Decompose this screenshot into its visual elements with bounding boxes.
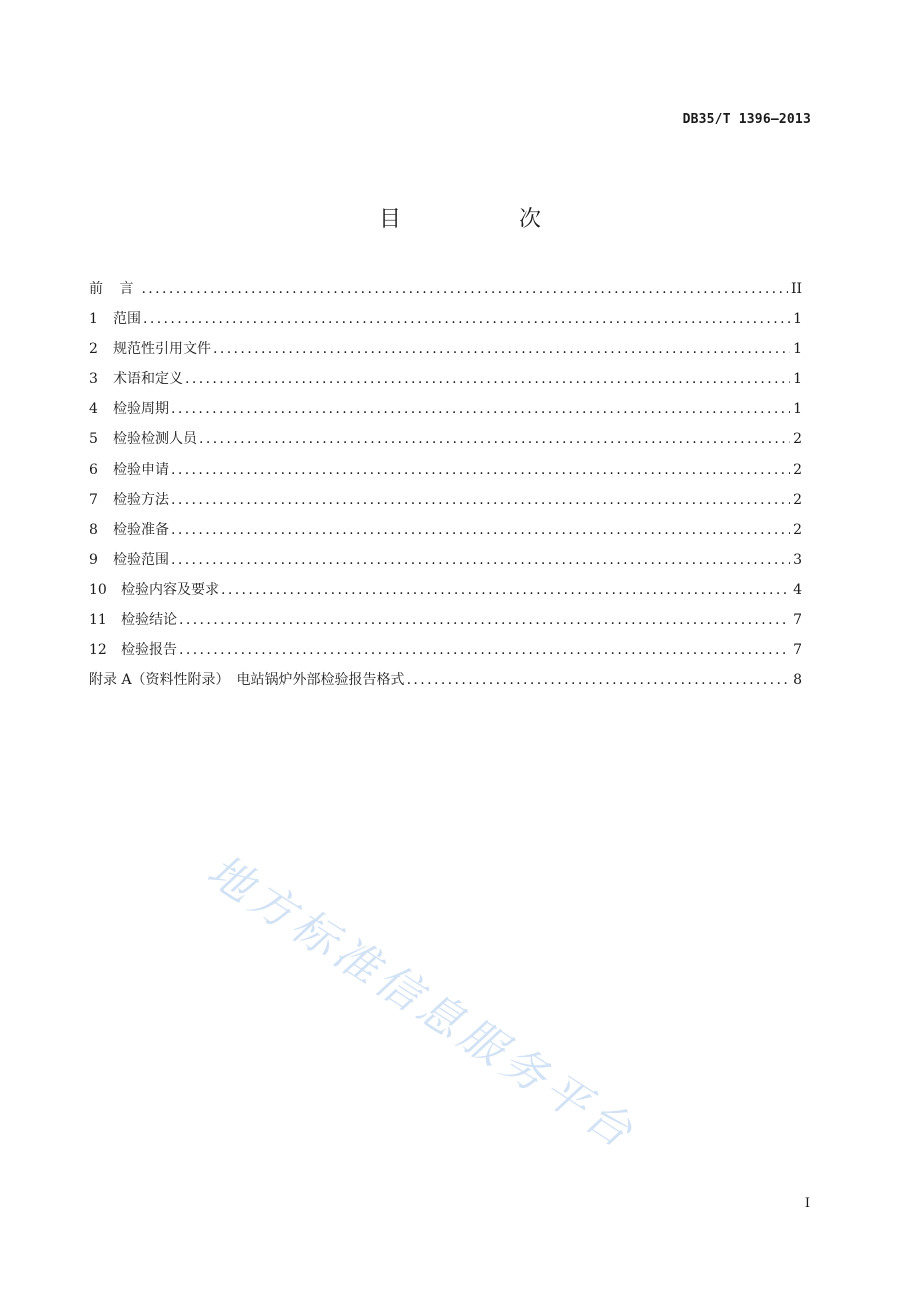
toc-entry[interactable] [89,639,802,669]
toc-entry-page: 2 [793,431,802,448]
toc-entry-number: 9 [89,551,98,568]
toc-entry[interactable] [89,398,802,428]
toc-entry-page: 7 [793,612,802,629]
toc-entry[interactable] [89,669,802,699]
toc-entry-label: 检验准备 [113,521,169,538]
toc-entry[interactable] [89,338,802,368]
toc-entry-page: 3 [793,551,802,568]
toc-entry-label: 检验结论 [121,612,177,629]
toc-entry-label: 范围 [113,311,141,328]
toc-dot-leader [141,278,787,300]
toc-entry[interactable] [89,308,802,338]
toc-entry-number: 12 [89,642,107,659]
toc-dot-leader [213,338,790,360]
toc-entry-label: 术语和定义 [113,371,183,388]
toc-entry-number: 5 [89,431,98,448]
toc-entry-number: 3 [89,371,98,388]
toc-entry-page: 7 [793,642,802,659]
toc-entry-label: 检验检测人员 [113,431,197,448]
toc-entry-label: 前 言 [89,281,140,297]
toc-entry[interactable] [89,459,802,489]
toc-entry[interactable] [89,278,802,308]
toc-entry-number: 1 [89,311,98,328]
toc-entry-number: 7 [89,491,98,508]
toc-entry-label: 检验申请 [113,461,169,478]
toc-entry-label: 检验周期 [113,401,169,418]
toc-entry-number: 6 [89,461,98,478]
toc-entry-page: 2 [793,461,802,478]
toc-dot-leader [179,609,790,631]
toc-dot-leader [407,669,791,691]
toc-dot-leader [171,519,790,541]
toc-entry-label: 检验范围 [113,551,169,568]
toc-entry-label: 规范性引用文件 [113,341,211,358]
toc-entry-page: 1 [793,341,802,358]
toc-entry[interactable] [89,549,802,579]
toc-dot-leader [221,579,790,601]
toc-entry-label: 附录 A（资料性附录） 电站锅炉外部检验报告格式 [89,672,405,689]
toc-dot-leader [171,398,790,420]
toc-dot-leader [179,639,790,661]
toc-entry-number: 11 [89,612,107,629]
toc-entry-page: 1 [793,371,802,388]
toc-entry-page: 4 [793,581,802,598]
watermark: 地方标准信息服务平台 [198,845,646,1161]
toc-dot-leader [143,308,790,330]
toc-entry-page: 2 [793,521,802,538]
toc-entry[interactable] [89,519,802,549]
toc-dot-leader [171,549,790,571]
toc-entry-label: 检验报告 [121,642,177,659]
toc-entry[interactable] [89,609,802,639]
toc-dot-leader [171,489,790,511]
toc-entry-page: 2 [793,491,802,508]
page-title: 目 次 [378,207,589,232]
toc-dot-leader [185,368,790,390]
toc-entry-label: 检验内容及要求 [121,581,219,598]
document-code: DB35/T 1396—2013 [682,112,811,127]
toc-entry-page: II [790,281,802,297]
toc-entry-number: 8 [89,521,98,538]
toc-entry[interactable] [89,579,802,609]
toc-dot-leader [171,459,790,481]
toc-entry[interactable] [89,428,802,458]
toc-entry-page: 8 [793,672,802,689]
toc-entry-page: 1 [793,401,802,418]
page-number: I [804,1196,810,1211]
toc-entry-number: 10 [89,581,107,598]
toc-entry-page: 1 [793,311,802,328]
toc-entry-label: 检验方法 [113,491,169,508]
table-of-contents [89,278,802,699]
toc-entry-number: 2 [89,341,98,358]
toc-dot-leader [199,428,790,450]
toc-entry-number: 4 [89,401,98,418]
toc-entry[interactable] [89,368,802,398]
toc-entry[interactable] [89,489,802,519]
